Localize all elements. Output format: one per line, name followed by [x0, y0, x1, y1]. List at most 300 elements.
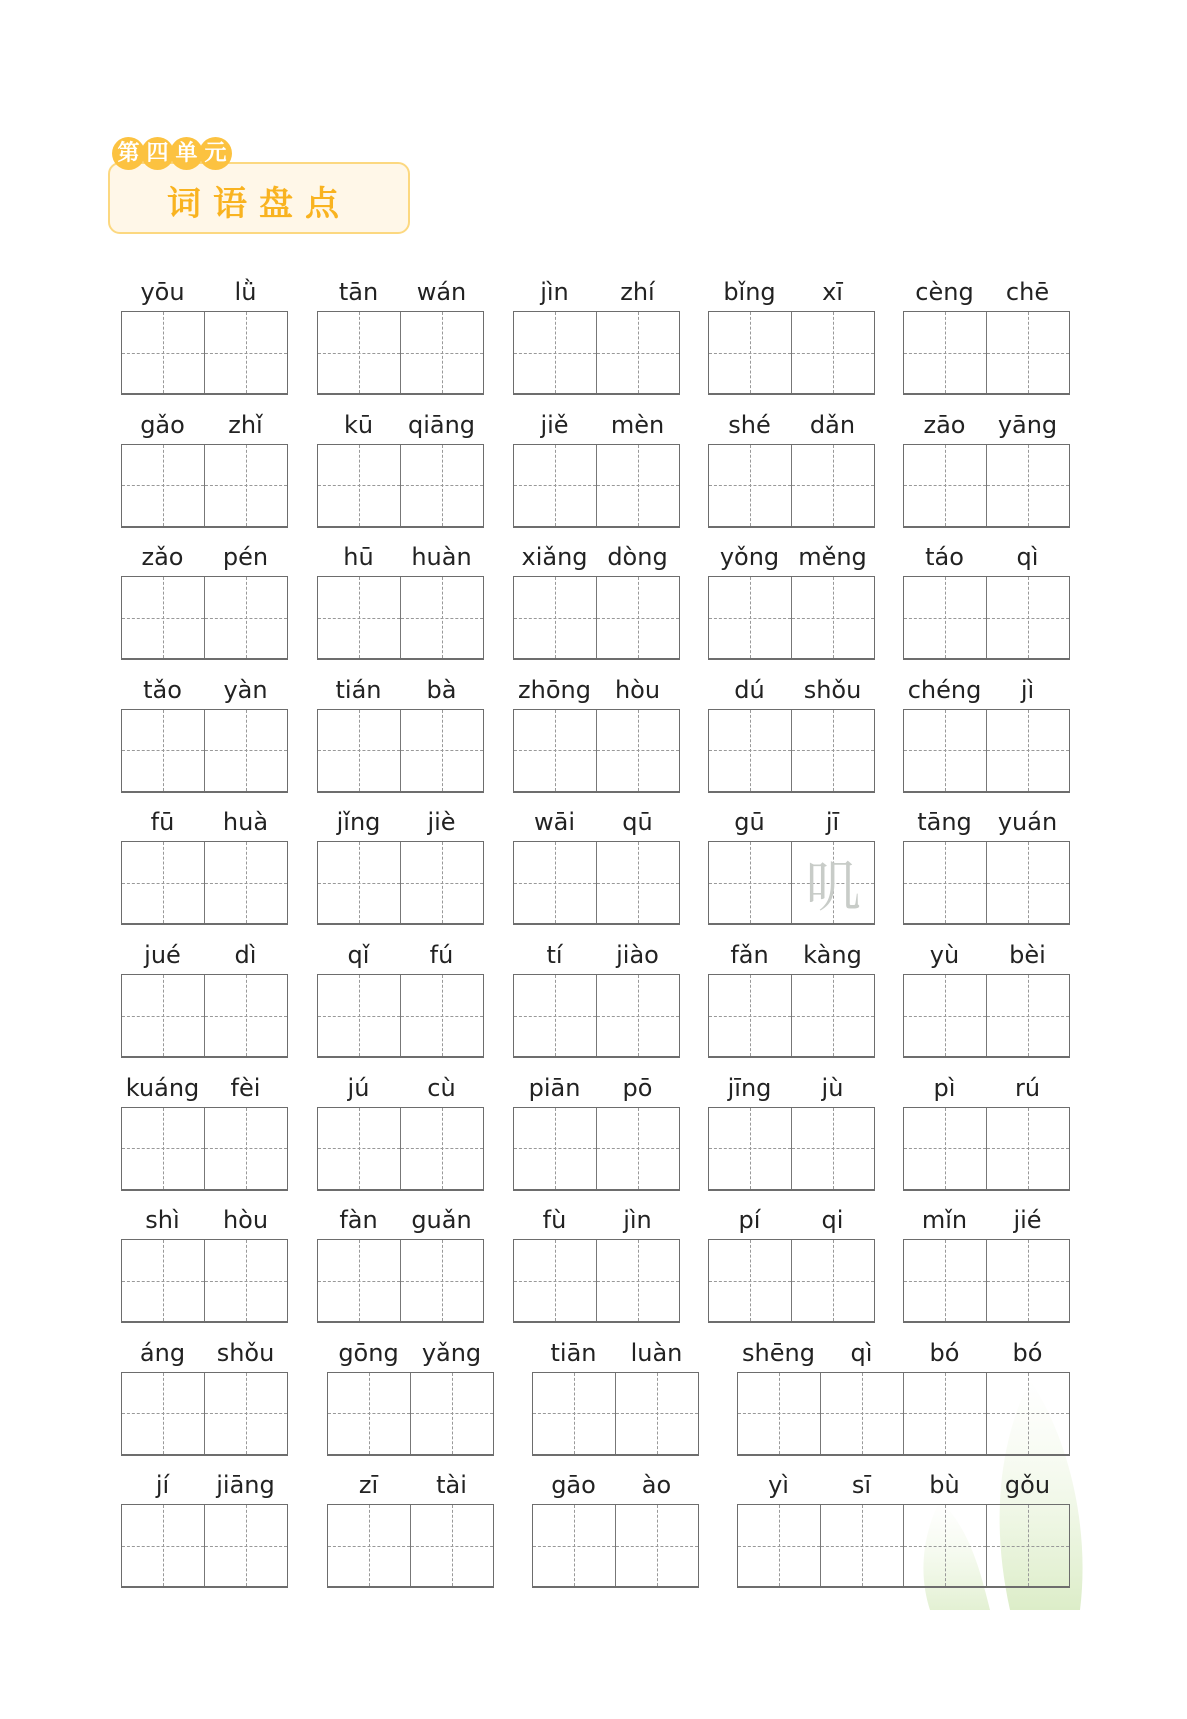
- pinyin-label: pì: [933, 1073, 956, 1102]
- tianzige-cell[interactable]: [986, 1505, 1069, 1586]
- pinyin-row: [532, 1470, 699, 1504]
- writing-boxes: [513, 1239, 680, 1323]
- writing-boxes: [903, 1107, 1070, 1191]
- writing-boxes: [737, 1504, 1070, 1588]
- pinyin-row: [317, 675, 484, 709]
- pinyin-label: chē: [1005, 278, 1050, 306]
- pinyin-label: hòu: [222, 1206, 269, 1235]
- word-group: [121, 1205, 288, 1323]
- pinyin-row: [903, 1205, 1070, 1239]
- pinyin-label: gū: [734, 808, 765, 837]
- tianzige-cell[interactable]: [596, 577, 679, 658]
- tianzige-cell[interactable]: [738, 1505, 820, 1586]
- writing-boxes: [708, 709, 875, 793]
- pinyin-row: [513, 807, 680, 841]
- word-group: [708, 675, 875, 793]
- tianzige-cell[interactable]: [318, 975, 400, 1056]
- word-group: [317, 675, 484, 793]
- pinyin-label: zāo: [923, 410, 966, 439]
- tianzige-cell[interactable]: [204, 842, 287, 923]
- pinyin-row: [513, 277, 680, 311]
- pinyin-label: yuán: [997, 808, 1058, 837]
- writing-boxes: [121, 709, 288, 793]
- tianzige-cell[interactable]: [986, 445, 1069, 526]
- section-title-box: [108, 162, 410, 234]
- pinyin-row: [317, 807, 484, 841]
- pinyin-row: [121, 1205, 288, 1239]
- writing-boxes: [121, 974, 288, 1058]
- writing-boxes: [532, 1504, 699, 1588]
- tianzige-cell[interactable]: [904, 842, 986, 923]
- pinyin-label: shǒu: [803, 675, 862, 704]
- pinyin-label: yāng: [997, 410, 1058, 439]
- pinyin-label: mèn: [610, 410, 665, 439]
- tianzige-cell[interactable]: [596, 842, 679, 923]
- writing-boxes: [903, 444, 1070, 528]
- pinyin-label: dǎn: [809, 410, 856, 439]
- tianzige-cell[interactable]: [400, 312, 483, 393]
- pinyin-label: qiāng: [407, 410, 476, 439]
- pinyin-label: tài: [436, 1471, 467, 1500]
- writing-boxes: [513, 311, 680, 395]
- writing-boxes: [513, 709, 680, 793]
- pinyin-label: jīng: [727, 1073, 772, 1102]
- writing-boxes: [513, 1107, 680, 1191]
- word-group: [532, 1470, 699, 1588]
- tianzige-cell[interactable]: [122, 842, 204, 923]
- writing-boxes: [121, 1504, 288, 1588]
- word-group: [121, 410, 288, 528]
- word-group: [317, 1073, 484, 1191]
- tianzige-cell[interactable]: [514, 577, 596, 658]
- tianzige-cell[interactable]: [986, 975, 1069, 1056]
- tianzige-cell[interactable]: [514, 710, 596, 791]
- tianzige-cell[interactable]: [514, 975, 596, 1056]
- tianzige-cell[interactable]: [204, 1505, 287, 1586]
- tianzige-cell[interactable]: [204, 1240, 287, 1321]
- word-group: [121, 1338, 288, 1456]
- tianzige-cell[interactable]: [904, 1108, 986, 1189]
- tianzige-cell[interactable]: [410, 1373, 493, 1454]
- section-title: 词语盘点: [167, 184, 351, 224]
- word-group: [513, 410, 680, 528]
- tianzige-cell[interactable]: [986, 842, 1069, 923]
- pinyin-row: [513, 1073, 680, 1107]
- tianzige-cell[interactable]: [709, 1108, 791, 1189]
- tianzige-cell[interactable]: [709, 710, 791, 791]
- pinyin-label: qǐ: [347, 941, 370, 969]
- tianzige-cell[interactable]: [122, 445, 204, 526]
- pinyin-row: [121, 277, 288, 311]
- pinyin-label: mǐn: [921, 1206, 968, 1235]
- writing-boxes: [513, 841, 680, 925]
- unit-badge-char: 四: [141, 137, 174, 170]
- tianzige-cell[interactable]: [318, 1108, 400, 1189]
- pinyin-row: [327, 1470, 494, 1504]
- pinyin-label: jì: [1020, 675, 1035, 704]
- tianzige-cell[interactable]: [400, 445, 483, 526]
- tianzige-cell[interactable]: [709, 1240, 791, 1321]
- pinyin-label: pí: [738, 1206, 761, 1235]
- tianzige-cell[interactable]: [514, 312, 596, 393]
- tianzige-cell[interactable]: [904, 975, 986, 1056]
- writing-boxes: [121, 841, 288, 925]
- pinyin-row: [708, 410, 875, 444]
- pinyin-label: áng: [139, 1338, 186, 1367]
- pinyin-label: tān: [338, 278, 379, 306]
- pinyin-row: [121, 410, 288, 444]
- tianzige-cell[interactable]: [904, 1240, 986, 1321]
- tianzige-cell[interactable]: [904, 312, 986, 393]
- pinyin-label: dòng: [607, 543, 668, 572]
- writing-boxes: [317, 311, 484, 395]
- writing-boxes: [121, 311, 288, 395]
- writing-boxes: [121, 444, 288, 528]
- pinyin-row: [317, 940, 484, 974]
- pinyin-label: jìn: [540, 278, 569, 306]
- writing-boxes: [708, 1107, 875, 1191]
- unit-badge: [112, 137, 228, 170]
- pinyin-row: [121, 1470, 288, 1504]
- tianzige-cell[interactable]: [318, 710, 400, 791]
- writing-boxes: [317, 444, 484, 528]
- word-group: [903, 542, 1070, 660]
- pinyin-label: shé: [728, 410, 771, 439]
- pinyin-label: ào: [641, 1471, 672, 1500]
- writing-boxes: [903, 709, 1070, 793]
- tianzige-cell[interactable]: [122, 1240, 204, 1321]
- tianzige-cell[interactable]: [328, 1505, 410, 1586]
- pinyin-label: bà: [426, 675, 457, 704]
- tianzige-cell[interactable]: [122, 1108, 204, 1189]
- pinyin-label: jiào: [616, 941, 659, 969]
- pinyin-row: [317, 1073, 484, 1107]
- pinyin-label: dú: [734, 675, 765, 704]
- word-group: [317, 940, 484, 1058]
- tianzige-cell[interactable]: [904, 710, 986, 791]
- tianzige-cell[interactable]: [204, 710, 287, 791]
- pinyin-label: jú: [347, 1073, 370, 1102]
- writing-boxes: [737, 1372, 1070, 1456]
- pinyin-label: bù: [929, 1471, 960, 1500]
- pinyin-row: [737, 1338, 1070, 1372]
- tianzige-cell[interactable]: [400, 1240, 483, 1321]
- pinyin-row: [903, 675, 1070, 709]
- word-group: [317, 410, 484, 528]
- tianzige-cell[interactable]: [596, 445, 679, 526]
- tianzige-cell[interactable]: [791, 1108, 874, 1189]
- tianzige-cell[interactable]: [400, 577, 483, 658]
- word-group: [903, 1205, 1070, 1323]
- pinyin-label: fǎn: [730, 941, 769, 969]
- word-group: [513, 1205, 680, 1323]
- word-group: [903, 807, 1070, 925]
- pinyin-label: cù: [427, 1073, 456, 1102]
- word-group: [513, 277, 680, 395]
- pinyin-label: kuáng: [125, 1073, 200, 1102]
- tianzige-cell[interactable]: [122, 1373, 204, 1454]
- pinyin-label: fù: [542, 1206, 567, 1235]
- pinyin-row: [903, 410, 1070, 444]
- tianzige-cell[interactable]: [791, 577, 874, 658]
- word-group: [317, 542, 484, 660]
- pinyin-label: bèi: [1009, 941, 1046, 969]
- writing-boxes: [121, 1372, 288, 1456]
- writing-boxes: [708, 841, 875, 925]
- pinyin-row: [532, 1338, 699, 1372]
- tianzige-cell[interactable]: [791, 1240, 874, 1321]
- pinyin-label: zhí: [620, 278, 655, 306]
- pinyin-row: [737, 1470, 1070, 1504]
- tianzige-cell[interactable]: [533, 1505, 615, 1586]
- pinyin-label: yù: [929, 941, 960, 969]
- word-group: [737, 1338, 1070, 1456]
- tianzige-cell[interactable]: [400, 710, 483, 791]
- pinyin-label: bó: [929, 1338, 960, 1367]
- tianzige-cell[interactable]: [122, 710, 204, 791]
- pinyin-row: [327, 1338, 494, 1372]
- pinyin-label: fàn: [339, 1206, 378, 1235]
- pinyin-row: [513, 940, 680, 974]
- tianzige-cell[interactable]: [986, 312, 1069, 393]
- pinyin-label: kū: [343, 410, 374, 439]
- pinyin-label: fū: [150, 808, 175, 837]
- writing-boxes: [513, 974, 680, 1058]
- pinyin-row: [513, 675, 680, 709]
- pinyin-label: huàn: [411, 543, 472, 572]
- pinyin-label: jī: [825, 808, 840, 837]
- tianzige-cell[interactable]: [318, 577, 400, 658]
- writing-boxes: [708, 576, 875, 660]
- hint-character: 叽: [805, 854, 861, 920]
- pinyin-label: jiě: [540, 410, 569, 439]
- word-group: [532, 1338, 699, 1456]
- pinyin-row: [317, 1205, 484, 1239]
- tianzige-cell[interactable]: [318, 1240, 400, 1321]
- pinyin-label: jù: [821, 1073, 844, 1102]
- pinyin-row: [708, 1205, 875, 1239]
- pinyin-label: tián: [335, 675, 382, 704]
- word-group: [121, 277, 288, 395]
- pinyin-label: fú: [429, 941, 454, 969]
- writing-boxes: [708, 974, 875, 1058]
- pinyin-label: yì: [768, 1471, 789, 1500]
- tianzige-cell[interactable]: [400, 975, 483, 1056]
- tianzige-cell[interactable]: [400, 1108, 483, 1189]
- tianzige-cell[interactable]: [986, 710, 1069, 791]
- word-group: [513, 807, 680, 925]
- pinyin-label: chéng: [907, 675, 982, 704]
- pinyin-label: yōu: [140, 278, 185, 306]
- tianzige-cell[interactable]: [709, 975, 791, 1056]
- tianzige-cell[interactable]: [709, 577, 791, 658]
- writing-boxes: [903, 576, 1070, 660]
- word-group: [121, 807, 288, 925]
- pinyin-label: bǐng: [723, 278, 776, 306]
- writing-boxes: [708, 444, 875, 528]
- tianzige-cell[interactable]: [204, 445, 287, 526]
- pinyin-row: [708, 542, 875, 576]
- pinyin-row: [903, 807, 1070, 841]
- pinyin-row: [317, 410, 484, 444]
- pinyin-label: hòu: [614, 675, 661, 704]
- writing-boxes: [121, 1107, 288, 1191]
- pinyin-label: jiè: [427, 808, 456, 837]
- tianzige-cell[interactable]: [318, 312, 400, 393]
- tianzige-cell[interactable]: [596, 710, 679, 791]
- writing-boxes: [708, 311, 875, 395]
- pinyin-label: gǎo: [140, 410, 185, 439]
- tianzige-cell[interactable]: [820, 1505, 903, 1586]
- word-group: [513, 1073, 680, 1191]
- word-group: [708, 410, 875, 528]
- tianzige-cell[interactable]: [400, 842, 483, 923]
- pinyin-label: pō: [622, 1073, 653, 1102]
- tianzige-cell[interactable]: [791, 710, 874, 791]
- writing-boxes: [903, 974, 1070, 1058]
- tianzige-cell[interactable]: [986, 1240, 1069, 1321]
- tianzige-cell[interactable]: [122, 975, 204, 1056]
- pinyin-label: kàng: [803, 941, 862, 969]
- pinyin-label: xī: [822, 278, 843, 306]
- pinyin-label: qū: [622, 808, 653, 837]
- tianzige-cell[interactable]: [903, 1505, 986, 1586]
- pinyin-row: [317, 542, 484, 576]
- tianzige-cell[interactable]: [204, 975, 287, 1056]
- pinyin-row: [121, 675, 288, 709]
- tianzige-cell[interactable]: [903, 1373, 986, 1454]
- word-group: [708, 1205, 875, 1323]
- pinyin-label: luàn: [630, 1338, 683, 1367]
- writing-boxes: [513, 576, 680, 660]
- word-group: [121, 542, 288, 660]
- tianzige-cell[interactable]: [410, 1505, 493, 1586]
- pinyin-label: tiān: [550, 1338, 597, 1367]
- writing-boxes: [317, 1107, 484, 1191]
- tianzige-cell[interactable]: [596, 1240, 679, 1321]
- pinyin-row: [708, 277, 875, 311]
- pinyin-label: shǒu: [216, 1338, 275, 1367]
- tianzige-cell[interactable]: [709, 842, 791, 923]
- word-group: [327, 1338, 494, 1456]
- pinyin-label: yǒng: [719, 543, 780, 572]
- word-group: [513, 542, 680, 660]
- tianzige-cell[interactable]: [791, 445, 874, 526]
- pinyin-label: hū: [343, 543, 374, 572]
- pinyin-label: jìn: [623, 1206, 652, 1235]
- word-group: [737, 1470, 1070, 1588]
- tianzige-cell[interactable]: [904, 445, 986, 526]
- writing-boxes: [317, 576, 484, 660]
- tianzige-cell[interactable]: [791, 312, 874, 393]
- pinyin-label: gāo: [551, 1471, 596, 1500]
- word-group: [317, 277, 484, 395]
- pinyin-row: [903, 542, 1070, 576]
- pinyin-label: rú: [1014, 1073, 1041, 1102]
- tianzige-cell[interactable]: [709, 312, 791, 393]
- tianzige-cell[interactable]: [514, 1240, 596, 1321]
- pinyin-label: pén: [222, 543, 269, 572]
- tianzige-cell[interactable]: [318, 445, 400, 526]
- tianzige-cell[interactable]: [122, 577, 204, 658]
- tianzige-cell[interactable]: [533, 1373, 615, 1454]
- tianzige-cell[interactable]: [615, 1505, 698, 1586]
- tianzige-cell[interactable]: [820, 1373, 903, 1454]
- tianzige-cell[interactable]: [514, 842, 596, 923]
- tianzige-cell[interactable]: [122, 312, 204, 393]
- tianzige-cell[interactable]: [986, 1108, 1069, 1189]
- pinyin-label: wāi: [533, 808, 575, 837]
- tianzige-cell[interactable]: [596, 312, 679, 393]
- pinyin-row: [121, 940, 288, 974]
- tianzige-cell[interactable]: [204, 577, 287, 658]
- word-group: [121, 675, 288, 793]
- tianzige-cell[interactable]: [328, 1373, 410, 1454]
- tianzige-cell[interactable]: [709, 445, 791, 526]
- unit-badge-char: 单: [170, 137, 203, 170]
- tianzige-cell[interactable]: [122, 1505, 204, 1586]
- pinyin-label: qi: [821, 1206, 844, 1235]
- tianzige-cell[interactable]: [204, 1373, 287, 1454]
- tianzige-cell[interactable]: [615, 1373, 698, 1454]
- writing-boxes: [121, 576, 288, 660]
- pinyin-label: xiǎng: [521, 543, 588, 572]
- word-group: [903, 940, 1070, 1058]
- pinyin-label: jué: [144, 941, 181, 969]
- pinyin-row: [317, 277, 484, 311]
- pinyin-label: zǎo: [141, 543, 184, 572]
- writing-boxes: [327, 1372, 494, 1456]
- pinyin-label: měng: [798, 543, 867, 572]
- writing-boxes: [513, 444, 680, 528]
- tianzige-cell[interactable]: [986, 1373, 1069, 1454]
- pinyin-row: [903, 940, 1070, 974]
- pinyin-label: yàn: [223, 675, 268, 704]
- pinyin-label: dì: [234, 941, 257, 969]
- pinyin-label: zī: [358, 1471, 379, 1500]
- pinyin-label: gǒu: [1004, 1471, 1051, 1500]
- tianzige-cell[interactable]: [514, 445, 596, 526]
- pinyin-label: bó: [1012, 1338, 1043, 1367]
- tianzige-cell[interactable]: [596, 1108, 679, 1189]
- pinyin-label: tāng: [917, 808, 972, 837]
- tianzige-cell[interactable]: [738, 1373, 820, 1454]
- pinyin-row: [903, 277, 1070, 311]
- tianzige-cell[interactable]: [514, 1108, 596, 1189]
- pinyin-row: [513, 542, 680, 576]
- tianzige-cell[interactable]: [904, 577, 986, 658]
- tianzige-cell[interactable]: [596, 975, 679, 1056]
- word-group: [708, 542, 875, 660]
- tianzige-cell[interactable]: [986, 577, 1069, 658]
- tianzige-cell[interactable]: [318, 842, 400, 923]
- pinyin-row: [513, 410, 680, 444]
- pinyin-row: [513, 1205, 680, 1239]
- writing-boxes: [317, 841, 484, 925]
- word-group: [708, 940, 875, 1058]
- pinyin-label: jiāng: [216, 1471, 275, 1500]
- tianzige-cell[interactable]: [791, 975, 874, 1056]
- writing-boxes: [903, 311, 1070, 395]
- tianzige-cell[interactable]: [204, 1108, 287, 1189]
- word-group: [903, 410, 1070, 528]
- tianzige-cell[interactable]: [791, 842, 874, 923]
- pinyin-label: jí: [155, 1471, 170, 1500]
- pinyin-label: jǐng: [336, 808, 381, 837]
- tianzige-cell[interactable]: [204, 312, 287, 393]
- writing-boxes: [903, 841, 1070, 925]
- pinyin-label: yǎng: [421, 1338, 482, 1367]
